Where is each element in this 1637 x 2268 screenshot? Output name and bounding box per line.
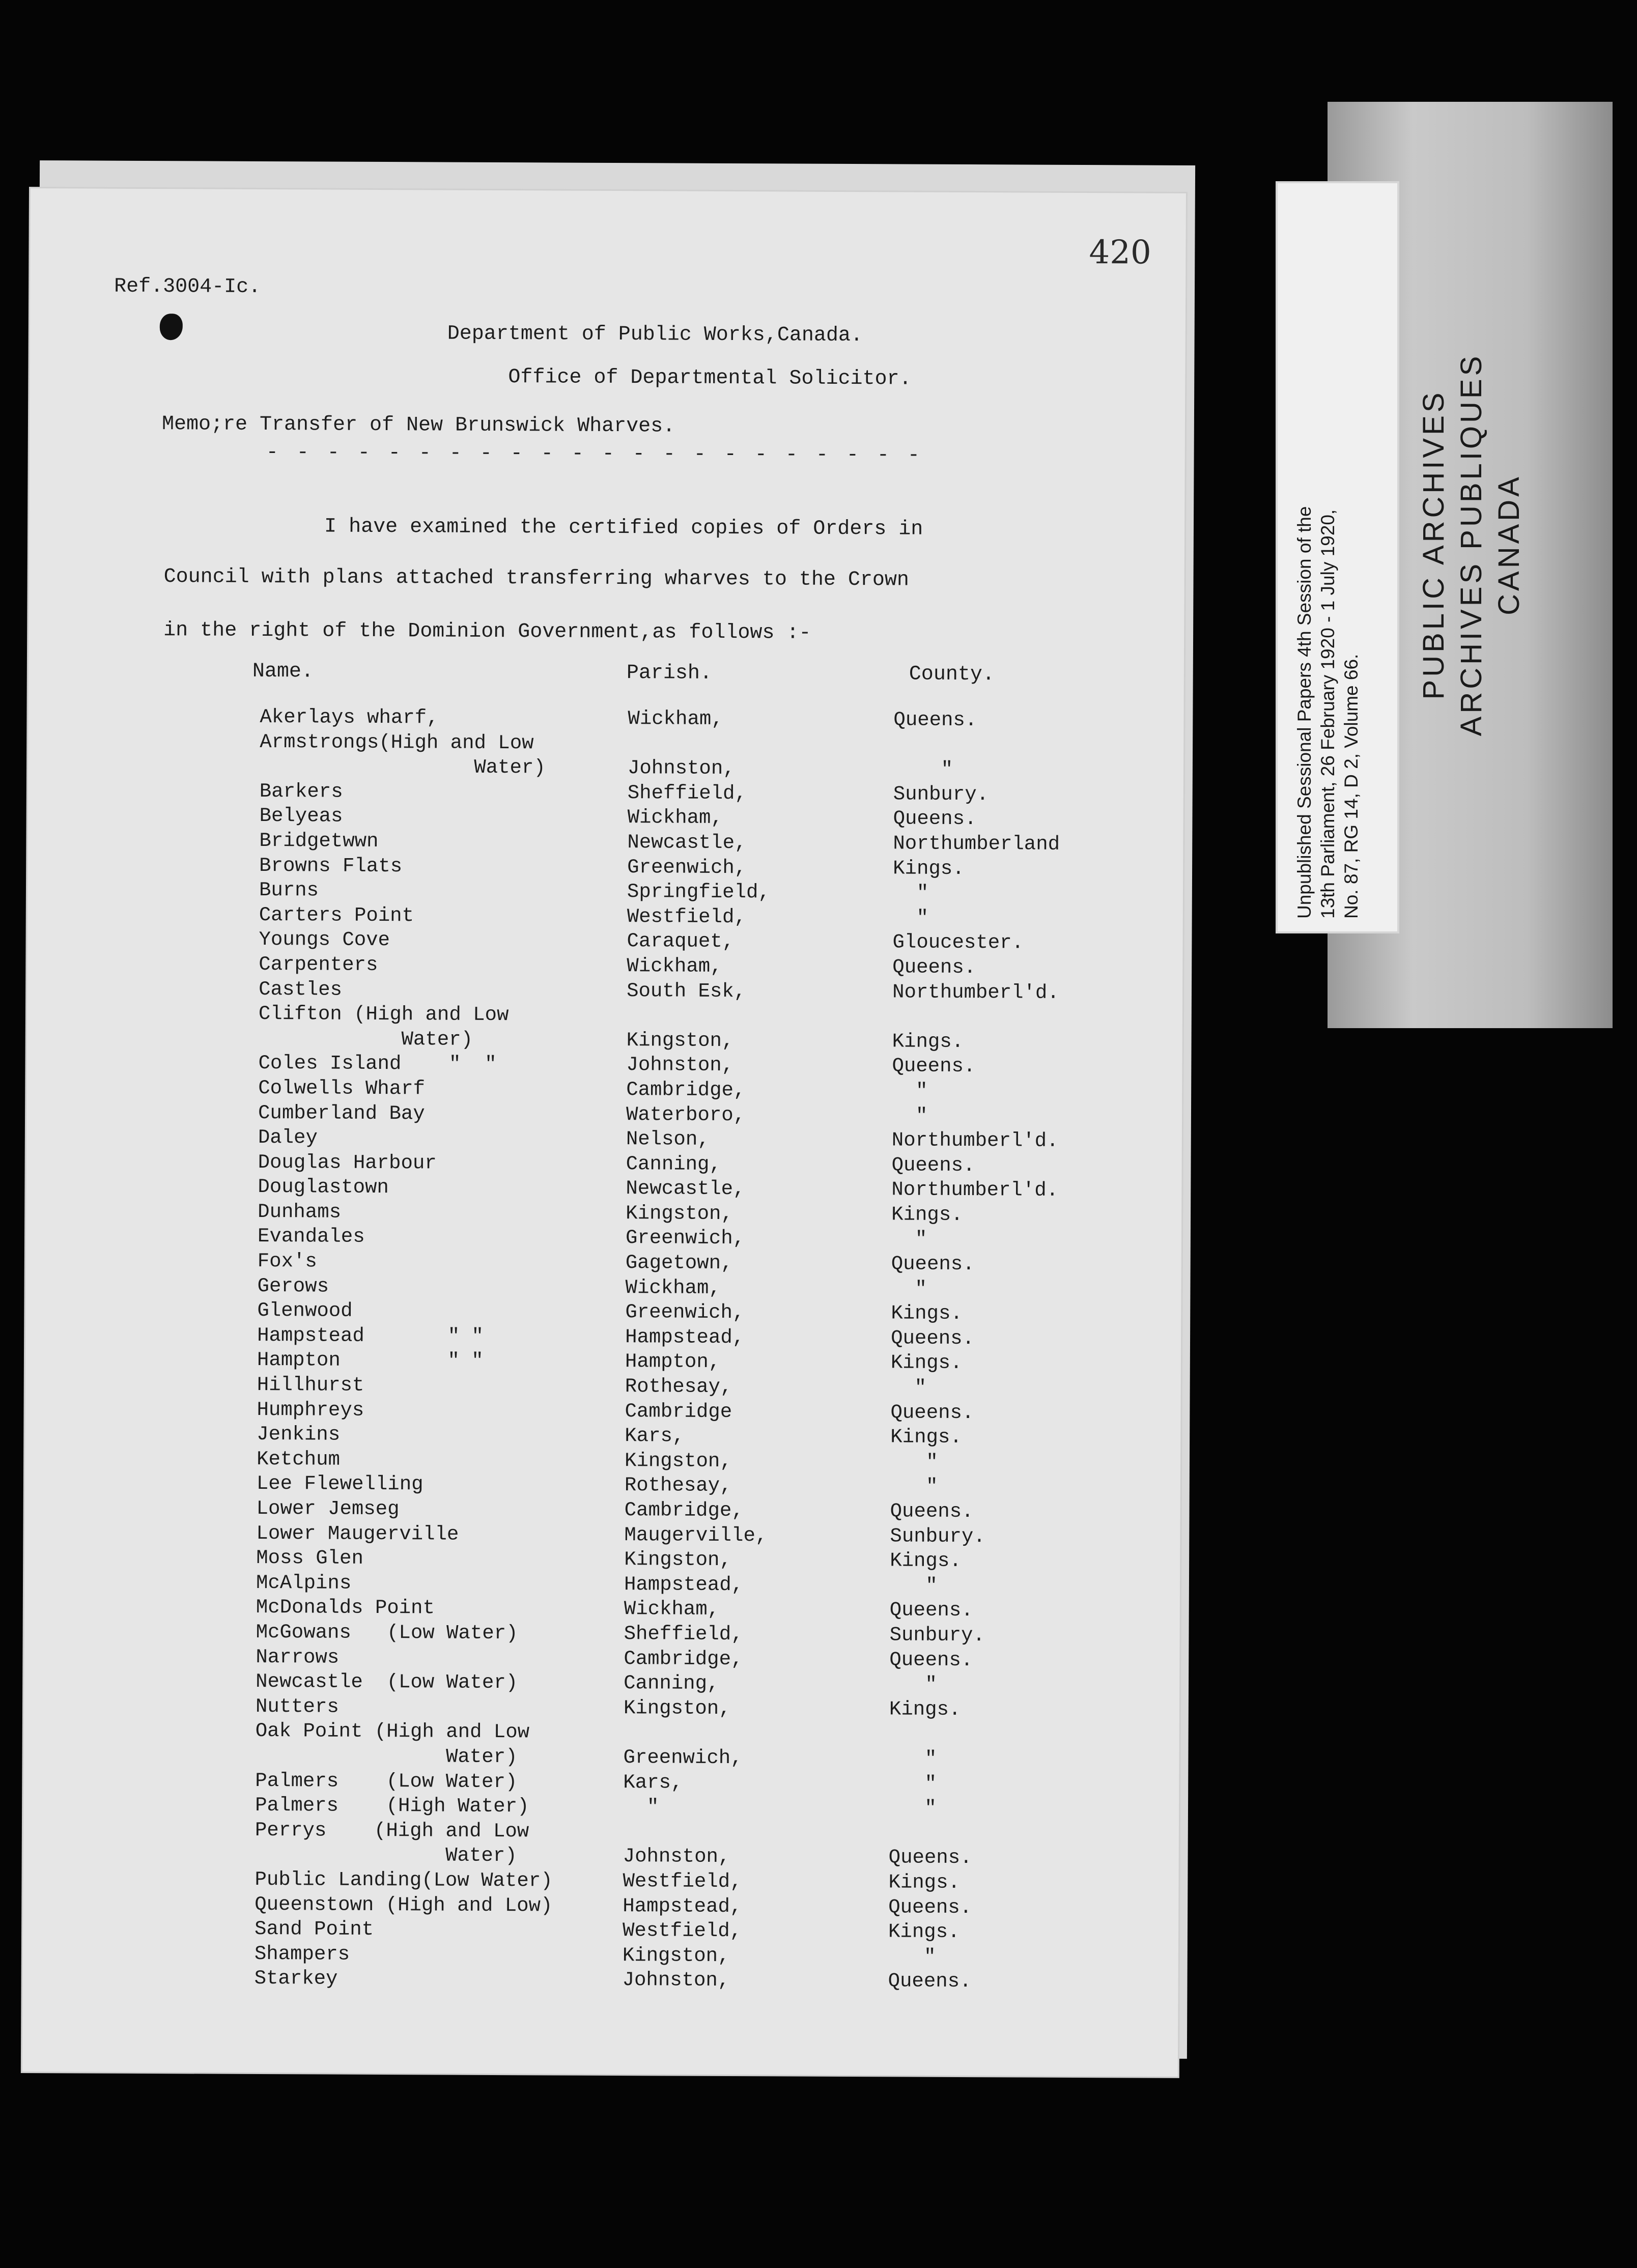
wharf-name: Hampton " "	[257, 1349, 484, 1373]
county-cell: Queens.	[893, 807, 977, 831]
county-cell: Queens.	[893, 708, 977, 732]
county-cell: "	[890, 1451, 938, 1473]
wharf-name: Public Landing(Low Water)	[255, 1868, 553, 1892]
parish-cell: Cambridge,	[624, 1499, 744, 1522]
county-cell: Queens.	[892, 1055, 976, 1078]
parish-cell: Cambridge,	[624, 1647, 743, 1670]
county-cell: "	[889, 1747, 937, 1770]
parish-cell: Kingston,	[622, 1944, 730, 1967]
wharf-list	[23, 705, 1184, 1996]
paragraph-line-2: Council with plans attached transferring wharves to the Crown	[163, 565, 910, 592]
wharf-name: Nutters	[255, 1695, 339, 1718]
parish-cell: Hampton,	[625, 1350, 721, 1374]
parish-cell: Westfield,	[627, 905, 746, 928]
wharf-name: Humphreys	[257, 1398, 364, 1422]
wharf-name: Akerlays wharf,	[260, 705, 439, 729]
parish-cell: Johnston,	[622, 1969, 730, 1992]
wharf-name: Colwells Wharf	[258, 1076, 426, 1100]
parish-cell: Newcastle,	[626, 1177, 745, 1201]
archive-line-3: CANADA	[1492, 474, 1526, 615]
parish-cell: Wickham,	[628, 707, 723, 730]
county-cell: "	[890, 1475, 938, 1498]
wharf-name: Gerows	[257, 1274, 329, 1298]
wharf-name: Starkey	[254, 1967, 338, 1990]
county-cell: "	[891, 1278, 927, 1300]
parish-cell: Kingston,	[625, 1449, 732, 1472]
archive-line-2: ARCHIVES PUBLIQUES	[1455, 353, 1488, 736]
document-page	[22, 188, 1186, 2077]
county-cell: Queens.	[891, 1327, 975, 1350]
parish-cell: Greenwich,	[627, 856, 747, 879]
county-cell: Kings.	[888, 1871, 961, 1894]
wharf-name: Browns Flats	[259, 854, 403, 877]
parish-cell: "	[623, 1796, 659, 1819]
county-cell: Kings.	[893, 857, 965, 880]
county-cell: Queens.	[889, 1599, 973, 1622]
county-cell: Sunbury.	[893, 783, 989, 806]
county-cell: Gloucester.	[892, 931, 1024, 954]
parish-cell: Kars,	[623, 1771, 683, 1794]
parish-cell: Caraquet,	[627, 930, 735, 953]
county-cell: Queens.	[890, 1500, 974, 1523]
wharf-name: Palmers (High Water)	[255, 1794, 529, 1818]
county-cell: Sunbury.	[890, 1524, 985, 1548]
wharf-name: Lee Flewelling	[256, 1472, 424, 1496]
parish-cell: Rothesay,	[624, 1474, 732, 1497]
parish-cell: Wickham,	[625, 1276, 721, 1299]
label-line-2: 13th Parliament, 26 February 1920 - 1 July 1920,	[1317, 509, 1338, 919]
parish-cell: Wickham,	[627, 955, 722, 978]
paragraph-line-1: I have examined the certified copies of Orders in	[324, 515, 923, 541]
wharf-name: Sand Point	[254, 1918, 374, 1941]
parish-cell: Maugerville,	[624, 1523, 768, 1547]
county-cell: "	[892, 1080, 928, 1102]
parish-cell: Westfield,	[623, 1870, 742, 1893]
parish-cell: Canning,	[624, 1672, 719, 1695]
table-row	[23, 1966, 1178, 1996]
wharf-name: Bridgetwwn	[259, 829, 379, 853]
label-line-3: No. 87, RG 14, D 2, Volume 66.	[1341, 654, 1362, 919]
page-number: 420	[1089, 234, 1151, 272]
county-cell: Kings.	[892, 1030, 964, 1053]
label-line-1: Unpublished Sessional Papers 4th Session of the	[1294, 506, 1315, 919]
county-cell: Kings.	[889, 1698, 961, 1721]
wharf-name: Perrys (High and Low	[255, 1819, 529, 1843]
county-cell: Kings.	[891, 1302, 963, 1325]
wharf-name: McAlpins	[256, 1571, 352, 1595]
county-cell: Queens.	[888, 1970, 972, 1993]
wharf-name: Palmers (Low Water)	[255, 1769, 518, 1793]
county-cell: "	[889, 1797, 937, 1820]
parish-cell: Gagetown,	[625, 1252, 733, 1275]
wharf-name: Queenstown (High and Low)	[255, 1893, 553, 1917]
parish-cell: Sheffield,	[627, 781, 747, 805]
wharf-name: Water)	[258, 1027, 473, 1051]
wharf-name: Fox's	[257, 1250, 317, 1273]
wharf-name: Water)	[259, 755, 546, 779]
county-cell: Northumberl'd.	[891, 1129, 1059, 1152]
wharf-name: Douglastown	[258, 1176, 389, 1199]
paragraph-line-3: in the right of the Dominion Government,as follows :-	[163, 619, 811, 645]
county-cell: "	[891, 1104, 928, 1127]
wharf-name: Hampstead " "	[257, 1324, 484, 1348]
parish-cell: Johnston,	[623, 1845, 730, 1868]
wharf-name: Burns	[259, 879, 319, 902]
county-cell: "	[888, 1945, 936, 1968]
wharf-name: Moss Glen	[256, 1547, 363, 1570]
wharf-name: Shampers	[254, 1942, 350, 1966]
county-cell: Queens.	[891, 1253, 975, 1276]
county-cell: Northumberl'd.	[891, 1178, 1059, 1202]
county-cell: Kings.	[890, 1426, 962, 1449]
parish-cell: Wickham,	[627, 806, 723, 830]
archive-line-1: PUBLIC ARCHIVES	[1417, 389, 1450, 700]
ink-blot	[160, 314, 183, 340]
county-cell: Queens.	[889, 1648, 973, 1671]
parish-cell: Kars,	[625, 1425, 685, 1448]
county-cell: Sunbury.	[889, 1624, 985, 1647]
wharf-name: Dunhams	[258, 1200, 342, 1224]
parish-cell: Hampstead,	[624, 1573, 744, 1596]
wharf-name: Jenkins	[257, 1423, 341, 1446]
county-cell: Kings.	[890, 1351, 963, 1375]
parish-cell: Rothesay,	[625, 1375, 732, 1399]
county-cell: Northumberl'd.	[892, 980, 1059, 1004]
parish-cell: Cambridge,	[626, 1079, 746, 1102]
county-cell: Queens.	[891, 1154, 975, 1177]
county-cell: "	[893, 758, 953, 781]
county-cell: Kings.	[888, 1920, 960, 1944]
wharf-name: Barkers	[259, 780, 343, 803]
wharf-name: Water)	[255, 1744, 518, 1769]
parish-cell: Greenwich,	[625, 1227, 745, 1250]
wharf-name: Carpenters	[259, 953, 378, 976]
county-cell: Kings.	[891, 1203, 963, 1226]
reference-number: Ref.3004-Ic.	[114, 275, 261, 299]
column-header-parish: Parish.	[626, 662, 712, 685]
county-cell: "	[890, 1376, 927, 1399]
wharf-name: Belyeas	[259, 805, 343, 828]
parish-cell: Sheffield,	[624, 1623, 743, 1646]
parish-cell: Nelson,	[626, 1128, 710, 1151]
column-header-county: County.	[909, 663, 995, 687]
wharf-name: Lower Jemseg	[256, 1497, 400, 1521]
county-cell: Queens.	[892, 956, 976, 979]
county-cell: Queens.	[888, 1895, 972, 1919]
county-cell: Queens.	[890, 1401, 974, 1424]
parish-cell: Canning,	[626, 1152, 721, 1176]
wharf-name: Water)	[255, 1844, 517, 1867]
column-header-name: Name.	[252, 660, 314, 684]
parish-cell: Hampstead,	[625, 1325, 745, 1349]
wharf-name: Ketchum	[257, 1448, 341, 1471]
wharf-name: Armstrongs(High and Low	[260, 730, 534, 754]
parish-cell: Springfield,	[627, 881, 770, 904]
memo-subject: Memo;re Transfer of New Brunswick Wharves.	[161, 413, 675, 438]
wharf-name: Lower Maugerville	[256, 1522, 459, 1546]
parish-cell: South Esk,	[627, 979, 746, 1003]
wharf-name: Narrows	[256, 1646, 340, 1669]
wharf-name: Coles Island " "	[258, 1052, 497, 1076]
department-heading: Department of Public Works,Canada.	[447, 322, 863, 348]
parish-cell: Greenwich,	[623, 1746, 743, 1770]
wharf-name: Cumberland Bay	[258, 1101, 425, 1125]
county-cell: Northumberland	[893, 832, 1060, 856]
office-heading: Office of Departmental Solicitor.	[508, 366, 912, 391]
parish-cell: Kingston,	[626, 1202, 733, 1225]
parish-cell: Johnston,	[626, 1054, 734, 1077]
parish-cell: Greenwich,	[625, 1301, 745, 1324]
parish-cell: Wickham,	[624, 1598, 720, 1621]
dashed-rule: - - - - - - - - - - - - - - - - - - - - - -	[266, 441, 923, 467]
county-cell: "	[889, 1574, 938, 1597]
parish-cell: Johnston,	[627, 757, 735, 780]
wharf-name: Evandales	[257, 1225, 365, 1249]
parish-cell: Waterboro,	[626, 1103, 746, 1126]
parish-cell: Hampstead,	[623, 1894, 742, 1918]
county-cell: "	[892, 882, 929, 904]
county-cell: "	[891, 1228, 927, 1251]
county-cell: "	[892, 906, 929, 929]
county-cell: "	[889, 1772, 937, 1795]
wharf-name: Hillhurst	[257, 1373, 364, 1397]
county-cell: Kings.	[890, 1549, 962, 1573]
wharf-name: McDonalds Point	[256, 1596, 435, 1620]
wharf-name: Newcastle (Low Water)	[256, 1670, 518, 1694]
wharf-name: McGowans (Low Water)	[256, 1621, 518, 1645]
parish-cell: Westfield,	[622, 1919, 742, 1943]
wharf-name: Oak Point (High and Low	[255, 1720, 530, 1744]
sessional-papers-label	[1293, 206, 1363, 919]
wharf-name: Douglas Harbour	[258, 1151, 437, 1175]
archive-stamp	[1415, 290, 1528, 799]
wharf-name: Castles	[259, 978, 343, 1001]
parish-cell: Kingston,	[626, 1029, 734, 1052]
county-cell: "	[889, 1673, 937, 1696]
county-cell: Queens.	[888, 1846, 972, 1869]
parish-cell: Cambridge	[625, 1400, 732, 1423]
wharf-name: Daley	[258, 1126, 318, 1149]
wharf-name: Clifton (High and Low	[258, 1003, 509, 1027]
parish-cell: Kingston,	[624, 1548, 731, 1572]
wharf-name: Glenwood	[257, 1299, 353, 1323]
parish-cell: Newcastle,	[627, 831, 747, 855]
parish-cell: Kingston,	[623, 1696, 731, 1720]
wharf-name: Carters Point	[259, 903, 414, 927]
wharf-name: Youngs Cove	[259, 928, 390, 952]
